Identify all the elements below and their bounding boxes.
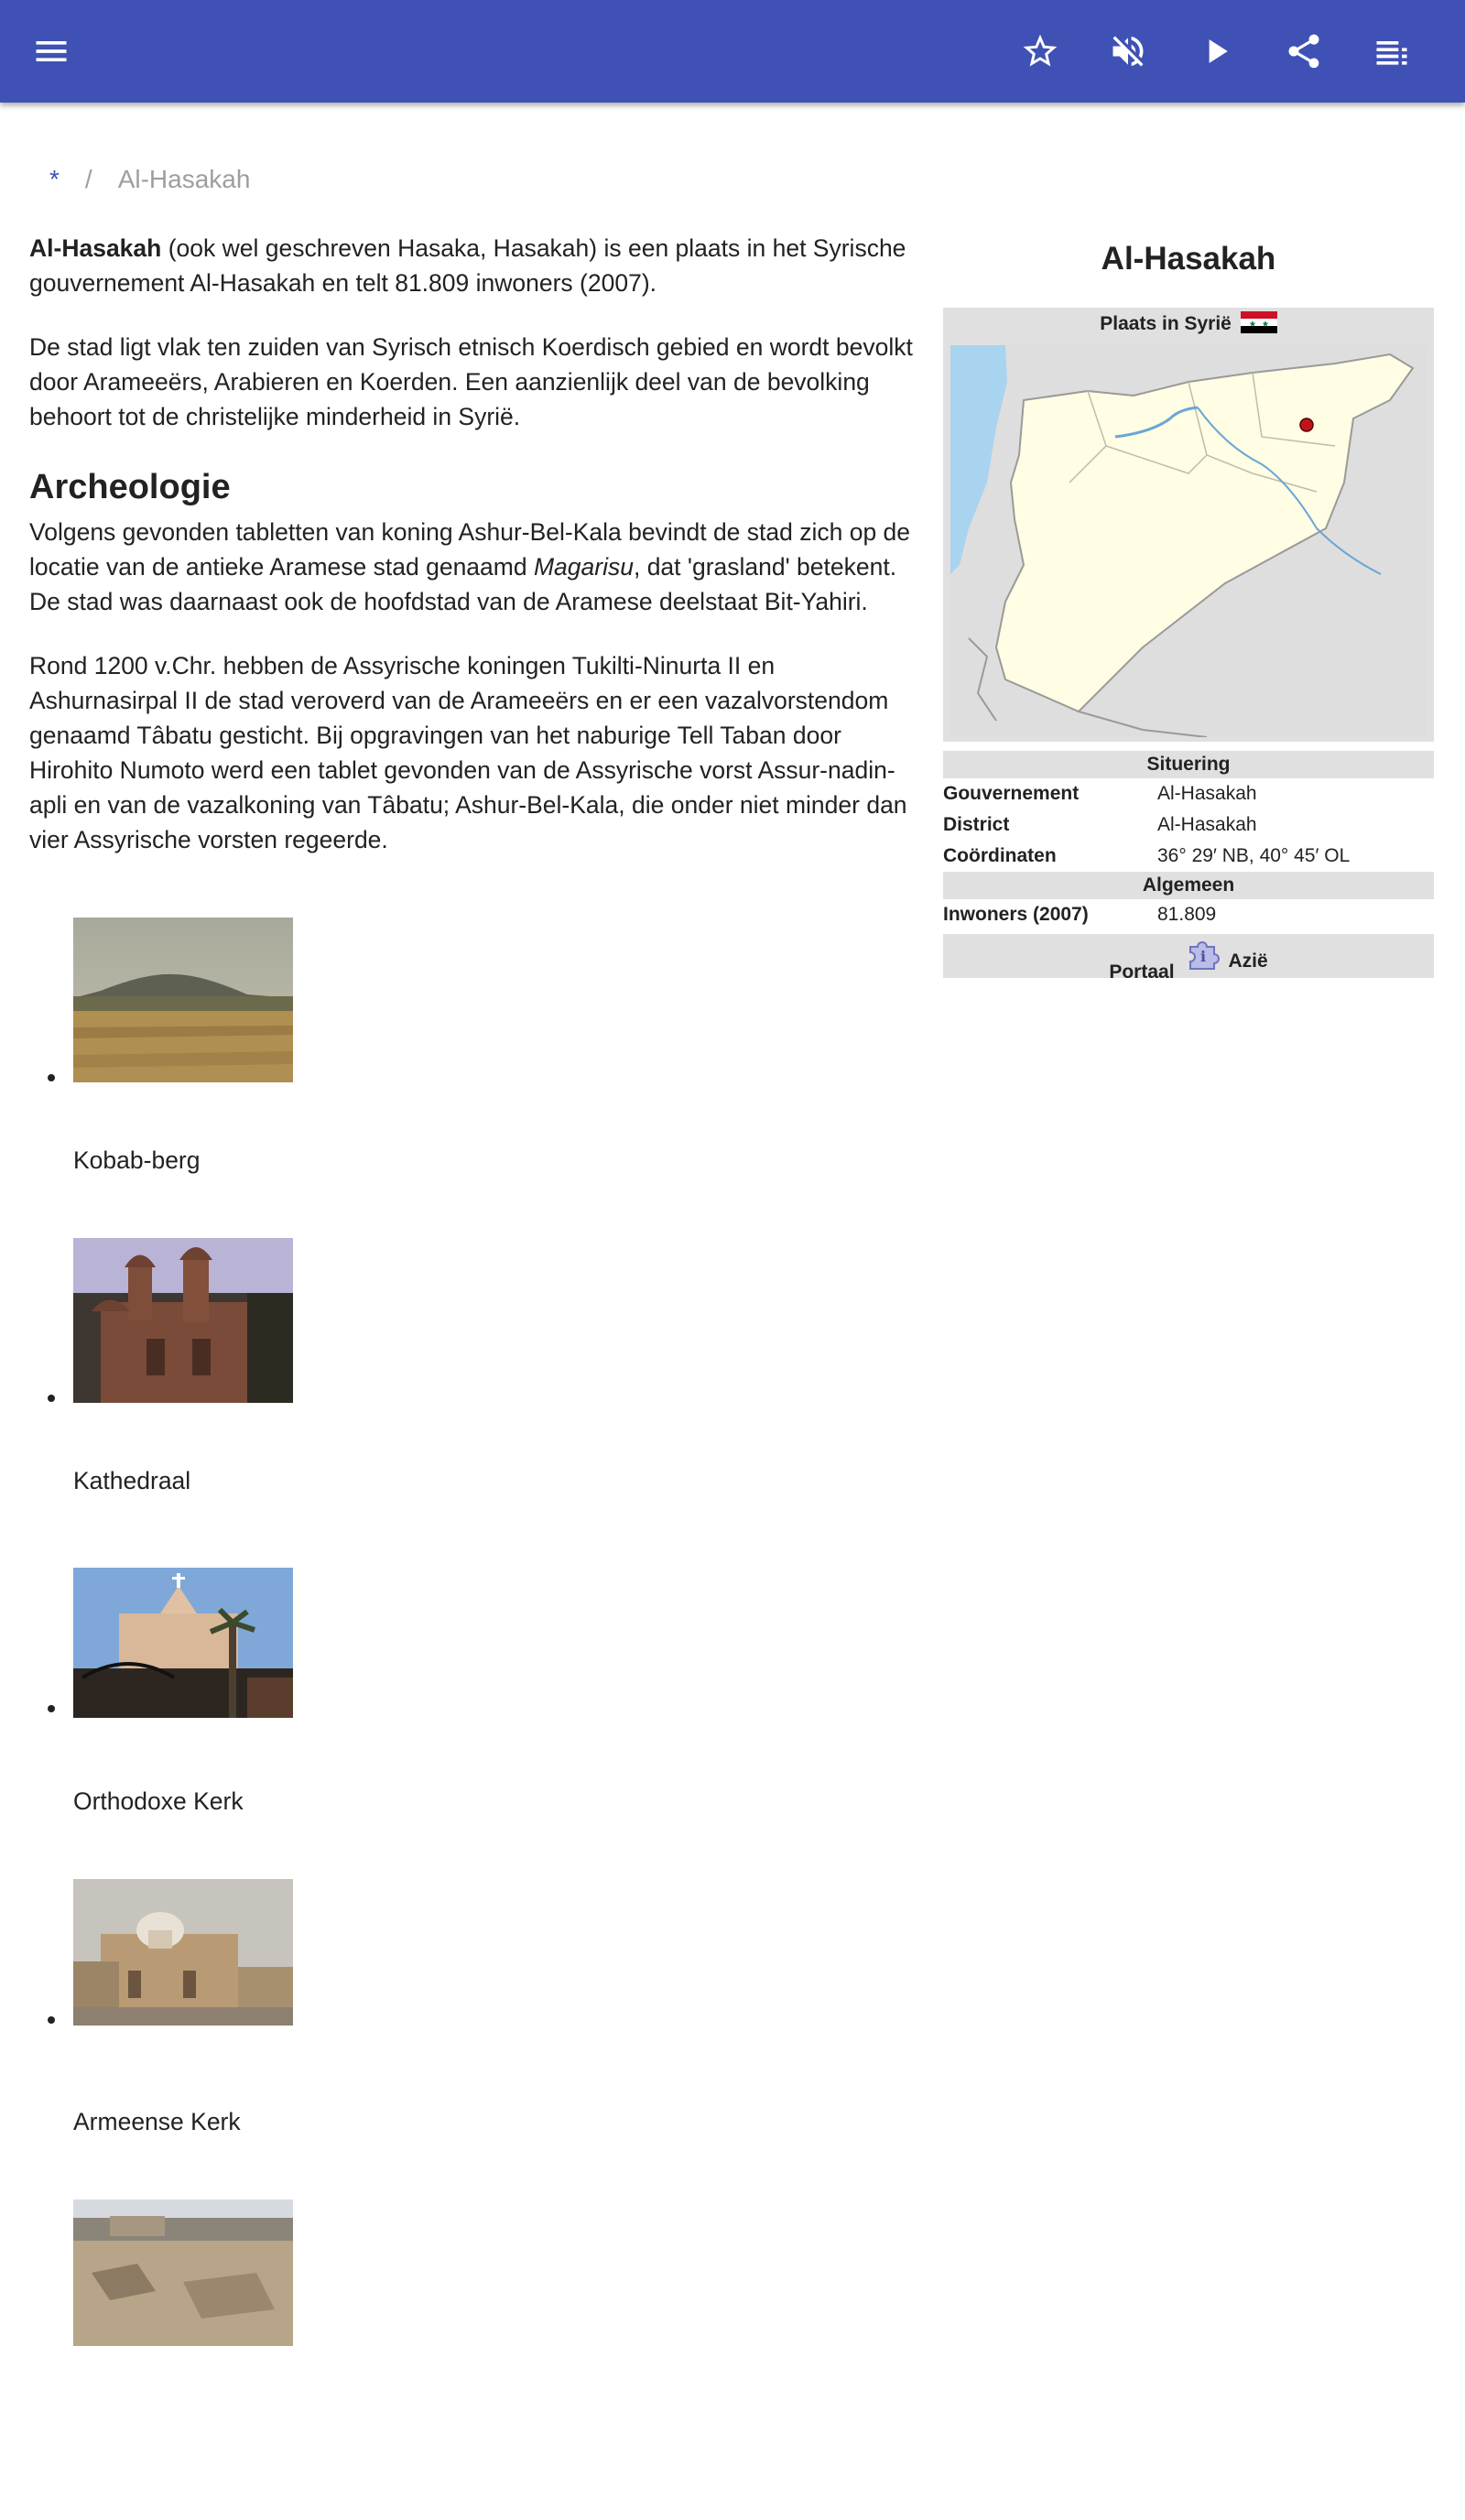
volume-off-icon: [1108, 31, 1148, 71]
play-button[interactable]: [1190, 26, 1242, 77]
paragraph-3-text-a: Volgens gevonden tabletten van koning Ashur-Bel-Kala bevindt de stad zich op de locatie van de antieke Aramese stad genaamd: [29, 518, 911, 581]
intro-title-bold: Al-Hasakah: [29, 234, 162, 262]
infobox-row-value: 81.809: [1157, 904, 1217, 925]
paragraph-4: Rond 1200 v.Chr. hebben de Assyrische koningen Tukilti-Ninurta II en Ashurnasirpal II de stad veroverd van de Arameeërs en er een vazalvorstendom genaamd Tâbatu gesticht. Bij opgravingen van het naburige Tell Taban door Hirohito Numoto werd een tablet gevonden van de Assyrische vorst Assur-nadin-apli en van de vazalkoning van Tâbatu; Ashur-Bel-Kala, die onder niet minder dan vier Assyrische vorsten regeerde.: [29, 652, 907, 853]
syria-locator-map: [950, 345, 1427, 737]
infobox-row-value: Al-Hasakah: [1157, 814, 1257, 835]
infobox-row-label: Coördinaten: [943, 845, 1057, 866]
gallery-caption: Kobab-berg: [73, 1146, 201, 1174]
svg-text:i: i: [1200, 948, 1207, 965]
play-icon: [1196, 31, 1236, 71]
playlist-icon: [1372, 31, 1412, 71]
syria-flag-icon: [1241, 311, 1277, 333]
paragraph-3: [29, 515, 916, 619]
gallery-item: [29, 1559, 487, 1879]
list-bullet: [48, 2016, 55, 2024]
menu-icon: [31, 31, 71, 71]
star-outline-icon: [1020, 31, 1060, 71]
infobox-subtitle-band: [943, 308, 1434, 341]
gallery-item: [29, 2200, 487, 2520]
app-bar: [0, 0, 1465, 103]
infobox-section-algemeen: Algemeen: [943, 872, 1434, 899]
portal-puzzle-icon: [1185, 934, 1223, 972]
breadcrumb: [49, 165, 250, 194]
favorite-button[interactable]: [1015, 26, 1066, 77]
portal-label: Portaal: [1109, 961, 1175, 983]
location-map[interactable]: [943, 341, 1434, 742]
gallery-caption: Kathedraal: [73, 1467, 191, 1494]
menu-button[interactable]: [26, 26, 77, 77]
infobox-row-value: Al-Hasakah: [1157, 783, 1257, 804]
gallery-item: [29, 1238, 487, 1559]
gallery-image-kobab-berg[interactable]: [73, 918, 293, 1082]
location-marker: [1300, 418, 1313, 431]
infobox: [943, 229, 1434, 983]
gallery-item: [29, 918, 487, 1238]
infobox-row-label: Inwoners (2007): [943, 904, 1089, 925]
list-bullet: [48, 1074, 55, 1081]
list-bullet: [48, 1705, 55, 1712]
gallery-image-excavation[interactable]: [73, 2200, 293, 2346]
infobox-row-label: District: [943, 814, 1010, 835]
share-button[interactable]: [1278, 26, 1329, 77]
gallery-image-orthodoxe-kerk[interactable]: [73, 1568, 293, 1718]
portal-link-azie[interactable]: Azië: [1228, 950, 1268, 972]
gallery-item: [29, 1879, 487, 2200]
paragraph-3-italic: Magarisu: [533, 553, 634, 581]
share-icon: [1284, 31, 1324, 71]
infobox-row-label: Gouvernement: [943, 783, 1080, 804]
breadcrumb-separator: /: [84, 165, 92, 193]
infobox-subtitle: Plaats in Syrië: [1100, 313, 1232, 334]
breadcrumb-current: Al-Hasakah: [117, 165, 251, 193]
paragraph-2: De stad ligt vlak ten zuiden van Syrisch etnisch Koerdisch gebied en wordt bevolkt door Arameeërs, Arabieren en Koerden. Een aanzienlijk deel van de bevolking behoort tot de christelijke minderheid in Syrië.: [29, 333, 913, 430]
infobox-row: [943, 809, 1434, 841]
image-gallery: [29, 918, 487, 2520]
article-body: [29, 231, 916, 886]
contents-button[interactable]: [1366, 26, 1417, 77]
intro-text: (ook wel geschreven Hasaka, Hasakah) is een plaats in het Syrische gouvernement Al-Hasakah en telt 81.809 inwoners (2007).: [29, 234, 906, 297]
breadcrumb-home-link[interactable]: *: [49, 165, 60, 193]
infobox-row: [943, 899, 1434, 930]
section-heading-archeologie: Archeologie: [29, 468, 231, 506]
coordinates-link[interactable]: 36° 29′ NB, 40° 45′ OL: [1157, 845, 1351, 866]
gallery-caption: Armeense Kerk: [73, 2108, 241, 2135]
infobox-section-situering: Situering: [943, 751, 1434, 778]
gallery-caption: Orthodoxe Kerk: [73, 1787, 244, 1815]
mute-button[interactable]: [1102, 26, 1154, 77]
paragraph-3-text-b: , dat 'grasland' betekent. De stad was daarnaast ook de hoofdstad van de Aramese deelstaat Bit-Yahiri.: [29, 553, 897, 615]
list-bullet: [48, 1395, 55, 1402]
infobox-row: [943, 778, 1434, 809]
gallery-image-kathedraal[interactable]: [73, 1238, 293, 1403]
intro-paragraph: [29, 231, 916, 300]
infobox-portal-band: [943, 934, 1434, 983]
infobox-row: [943, 841, 1434, 872]
gallery-image-armeense-kerk[interactable]: [73, 1879, 293, 2026]
infobox-title: Al-Hasakah: [1101, 241, 1276, 277]
